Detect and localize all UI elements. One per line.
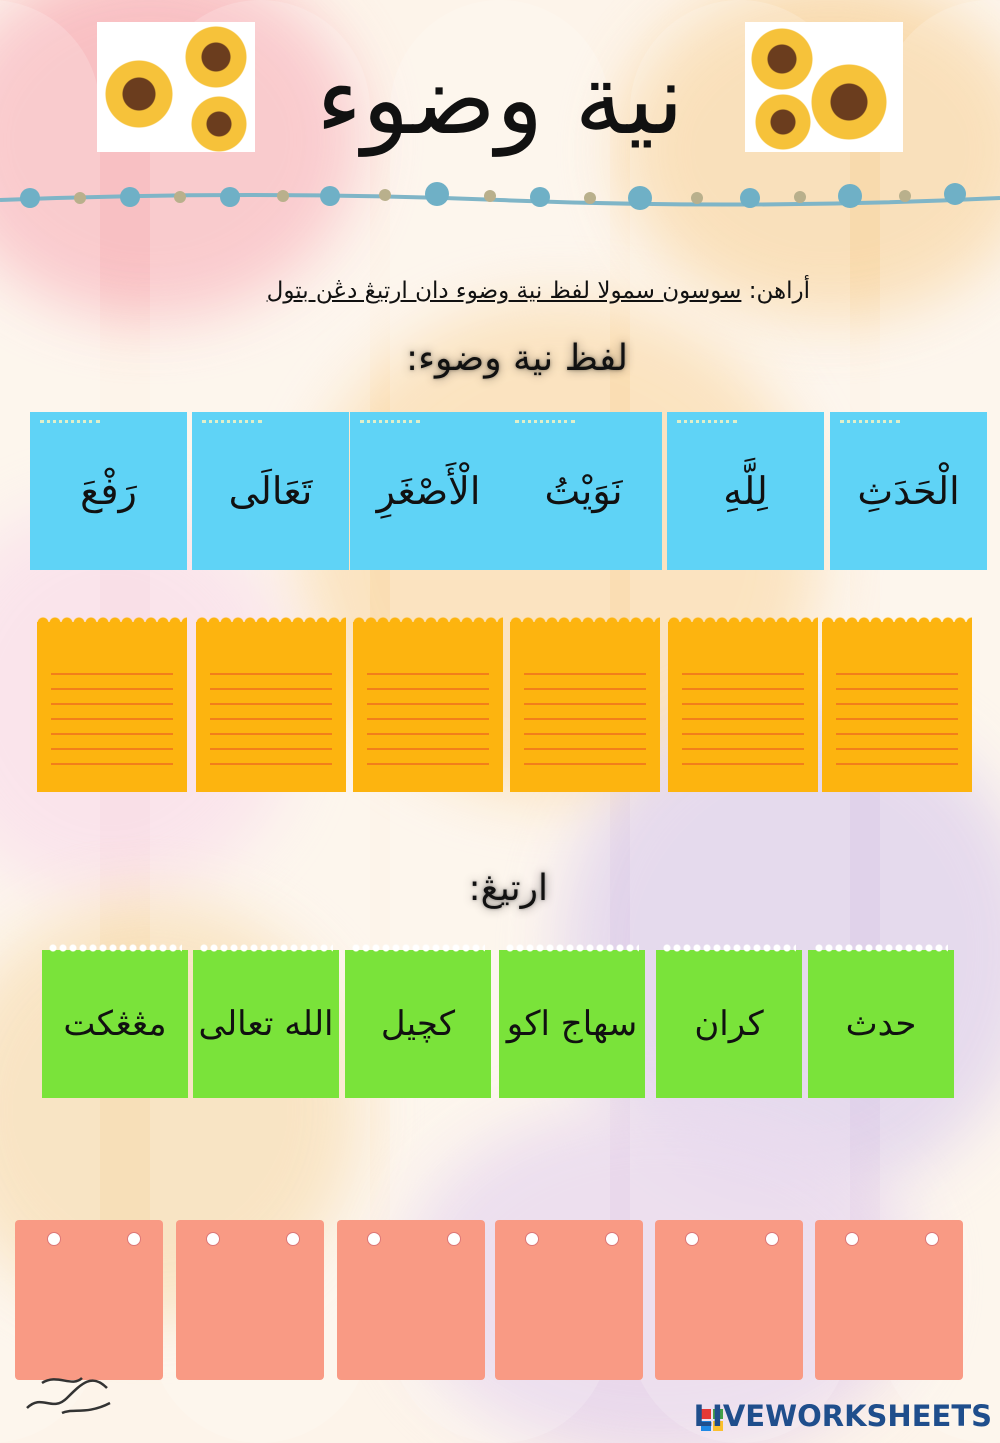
meaning-tile[interactable]: الله تعالى xyxy=(193,950,339,1098)
word-tile[interactable]: رَفْعَ xyxy=(30,412,187,570)
meaning-tile[interactable]: سهاج اكو xyxy=(499,950,645,1098)
meaning-answer-slot[interactable] xyxy=(337,1220,485,1380)
lafaz-heading: لفظ نية وضوء: xyxy=(405,338,628,379)
meaning-answer-slot[interactable] xyxy=(495,1220,643,1380)
meaning-answer-slot[interactable] xyxy=(815,1220,963,1380)
sunflower-icon xyxy=(751,28,813,90)
meaning-answer-slot[interactable] xyxy=(176,1220,324,1380)
word-tile[interactable]: نَوَيْتُ xyxy=(505,412,662,570)
sunflower-icon xyxy=(811,64,887,140)
instruction-text: سوسون سمولا لفظ نية وضوء دان ارتيڠ دڠن بتول xyxy=(266,278,742,304)
word-tile[interactable]: الْأَصْغَرِ xyxy=(350,412,507,570)
word-tile[interactable]: لِلَّهِ xyxy=(667,412,824,570)
meaning-tile[interactable]: كران xyxy=(656,950,802,1098)
bead-string-divider xyxy=(0,170,1000,230)
answer-slot[interactable] xyxy=(668,622,818,792)
meaning-heading: ارتيڠ: xyxy=(468,868,548,909)
instruction-label: أراهن: xyxy=(748,278,810,304)
answer-slot[interactable] xyxy=(37,622,187,792)
page-title: نية وضوء xyxy=(316,43,684,157)
meaning-tile[interactable]: حدث xyxy=(808,950,954,1098)
sunflower-icon xyxy=(191,96,247,152)
sunflower-icon xyxy=(105,60,173,128)
answer-slot[interactable] xyxy=(510,622,660,792)
meaning-tile[interactable]: مڠڠكت xyxy=(42,950,188,1098)
sunflower-icon xyxy=(185,26,247,88)
word-tile[interactable]: تَعَالَى xyxy=(192,412,349,570)
answer-slot[interactable] xyxy=(196,622,346,792)
answer-slot[interactable] xyxy=(822,622,972,792)
signature-calligraphy xyxy=(22,1353,117,1423)
instruction xyxy=(267,278,810,304)
meaning-tile[interactable]: كچيل xyxy=(345,950,491,1098)
sunflower-decoration-left xyxy=(97,22,255,152)
answer-slot[interactable] xyxy=(353,622,503,792)
word-tile[interactable]: الْحَدَثِ xyxy=(830,412,987,570)
meaning-answer-slot[interactable] xyxy=(655,1220,803,1380)
liveworksheets-logo[interactable]: LIVEWORKSHEETS xyxy=(693,1399,992,1433)
sunflower-decoration-right xyxy=(745,22,903,152)
sunflower-icon xyxy=(755,94,811,150)
